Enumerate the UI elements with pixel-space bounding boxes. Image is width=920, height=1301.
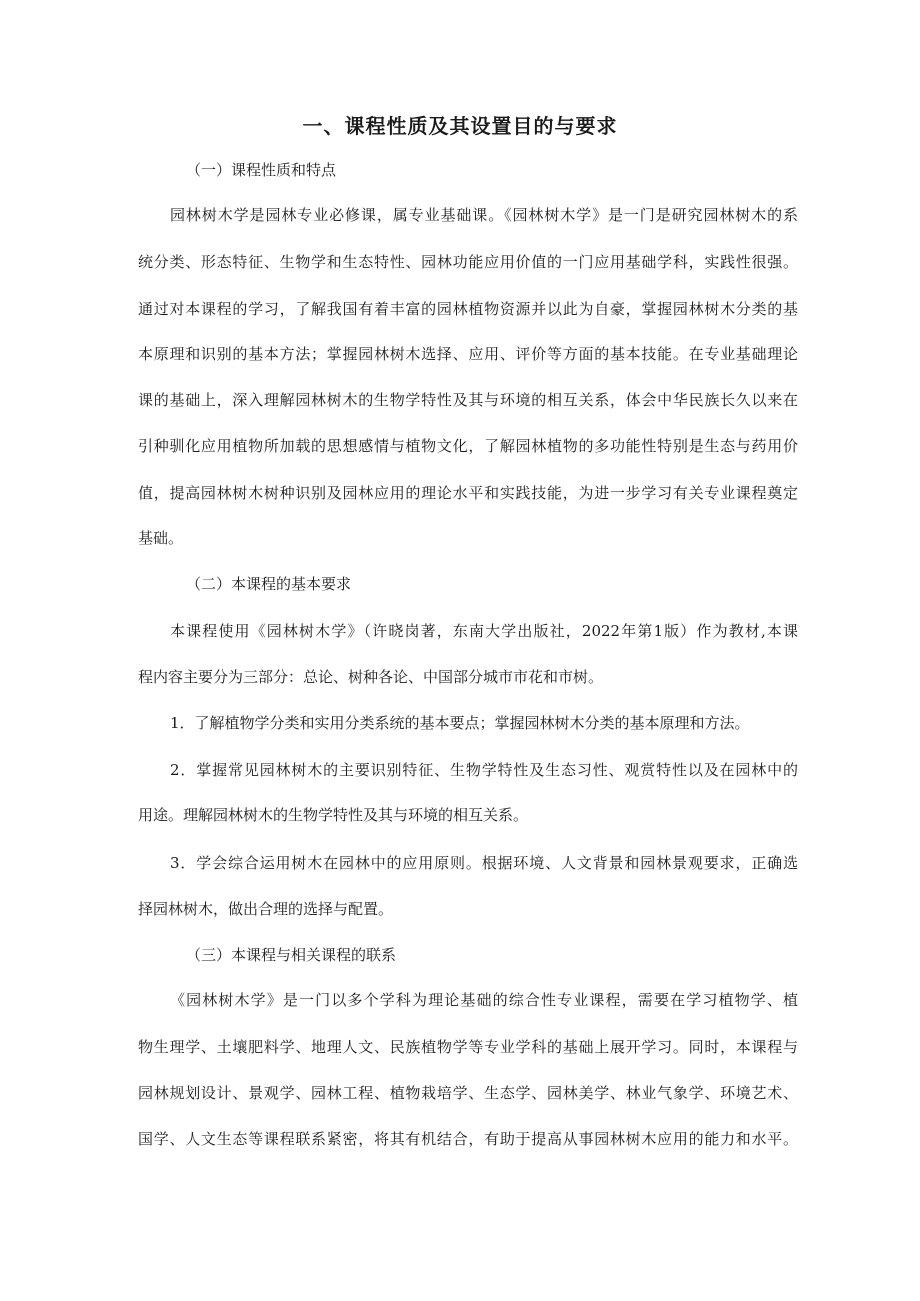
section-heading-requirements: （二）本课程的基本要求 [186,575,352,593]
requirement-item-2: 2．掌握常见园林树木的主要识别特征、生物学特性及生态习性、观赏特性以及在园林中的 [170,761,798,779]
paragraph-line: 园林树木学是园林专业必修课，属专业基础课。《园林树木学》是一门是研究园林树木的系 [170,206,798,224]
requirement-item-3-cont: 择园林树木，做出合理的选择与配置。 [138,900,394,918]
paragraph-line: 基础。 [138,529,184,547]
paragraph-line: 本课程使用《园林树木学》（许晓岗著，东南大学出版社，2022年第1版）作为教材,本课 [170,622,798,640]
paragraph-line: 通过对本课程的学习，了解我国有着丰富的园林植物资源并以此为自豪，掌握园林树木分类的基 [138,300,798,318]
requirement-item-1: 1．了解植物学分类和实用分类系统的基本要点；掌握园林树木分类的基本原理和方法。 [170,714,750,732]
paragraph-line: 《园林树木学》是一门以多个学科为理论基础的综合性专业课程，需要在学习植物学、植 [170,991,798,1009]
paragraph-line: 课的基础上，深入理解园林树木的生物学特性及其与环境的相互关系，体会中华民族长久以来在 [138,391,798,409]
paragraph-line: 园林规划设计、景观学、园林工程、植物栽培学、生态学、园林美学、林业气象学、环境艺术、 [138,1084,798,1102]
paragraph-line: 引种驯化应用植物所加载的思想感情与植物文化，了解园林植物的多功能性特别是生态与药用价 [138,437,798,455]
section-heading-related-courses: （三）本课程与相关课程的联系 [186,946,397,964]
page-title: 一、课程性质及其设置目的与要求 [302,114,618,138]
paragraph-line: 程内容主要分为三部分：总论、树种各论、中国部分城市市花和市树。 [138,668,604,686]
paragraph-line: 统分类、形态特征、生物学和生态特性、园林功能应用价值的一门应用基础学科，实践性很强。 [138,253,798,271]
paragraph-line: 值，提高园林树木树种识别及园林应用的理论水平和实践技能，为进一步学习有关专业课程奠定 [138,484,798,502]
paragraph-line: 物生理学、土壤肥料学、地理人文、民族植物学等专业学科的基础上展开学习。同时，本课程与 [138,1038,798,1056]
paragraph-line: 国学、人文生态等课程联系紧密，将其有机结合，有助于提高从事园林树木应用的能力和水平。 [138,1130,798,1148]
paragraph-line: 本原理和识别的基本方法；掌握园林树木选择、应用、评价等方面的基本技能。在专业基础理论 [138,345,798,363]
section-heading-nature: （一）课程性质和特点 [186,161,337,179]
requirement-item-3: 3．学会综合运用树木在园林中的应用原则。根据环境、人文背景和园林景观要求，正确选 [170,854,798,872]
requirement-item-2-cont: 用途。理解园林树木的生物学特性及其与环境的相互关系。 [138,806,529,824]
